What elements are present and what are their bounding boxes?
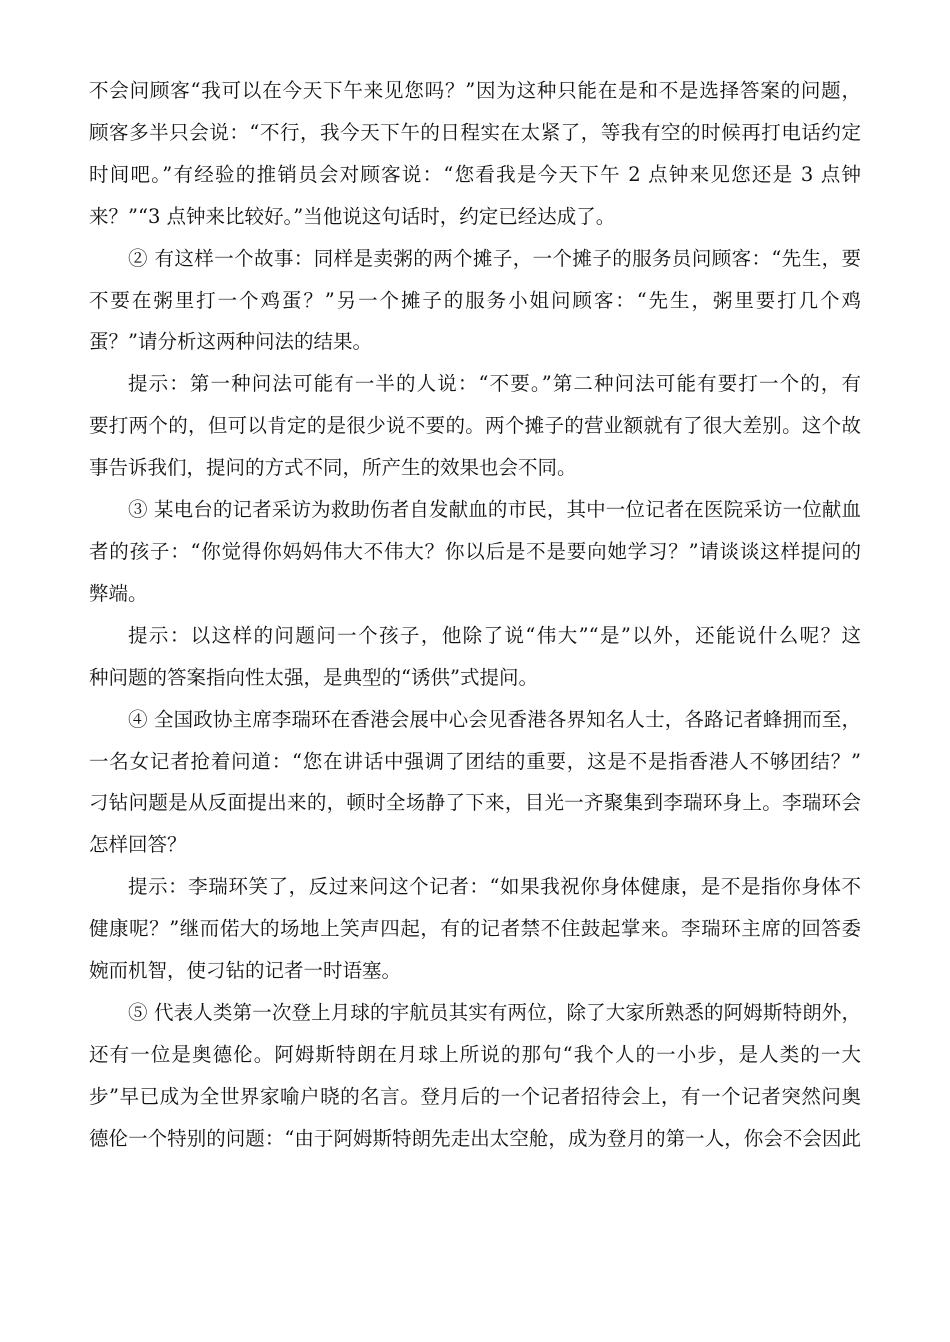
text-line: 步”早已成为全世界家喻户晓的名言。登月后的一个记者招待会上，有一个记者突然问奥 (89, 1084, 861, 1108)
text-line: ⑤ 代表人类第一次登上月球的宇航员其实有两位，除了大家所熟悉的阿姆斯特朗外， (128, 1000, 861, 1024)
paragraph-hint-3 (89, 615, 861, 699)
text-line: 顾客多半只会说：“不行，我今天下午的日程实在太紧了，等我有空的时候再打电话约定 (89, 120, 861, 144)
text-line: 来？”“3 点钟来比较好。”当他说这句话时，约定已经达成了。 (89, 204, 616, 228)
paragraph-question-2-congee-stalls (89, 238, 861, 364)
text-line: 还有一位是奥德伦。阿姆斯特朗在月球上所说的那句“我个人的一小步，是人类的一大 (89, 1042, 861, 1066)
text-line: ③ 某电台的记者采访为救助伤者自发献血的市民，其中一位记者在医院采访一位献血 (128, 498, 861, 522)
text-line: 一名女记者抢着问道：“您在讲话中强调了团结的重要，这是不是指香港人不够团结？” (89, 749, 861, 773)
text-line: 怎样回答？ (89, 833, 187, 857)
text-line: 者的孩子：“你觉得你妈妈伟大不伟大？你以后是不是要向她学习？”请谈谈这样提问的 (89, 539, 861, 563)
text-line: 婉而机智，使刁钻的记者一时语塞。 (89, 959, 402, 983)
paragraph-question-5-moon-landing (89, 992, 861, 1160)
text-line: 时间吧。”有经验的推销员会对顾客说：“您看我是今天下午 2 点钟来见您还是 3 点钟 (89, 162, 861, 186)
document-body-text (89, 70, 861, 1160)
text-line: 提示：以这样的问题问一个孩子，他除了说“伟大”“是”以外，还能说什么呢？这 (128, 623, 861, 647)
text-line: ② 有这样一个故事：同样是卖粥的两个摊子，一个摊子的服务员问顾客：“先生，要 (128, 246, 861, 270)
text-line: 种问题的答案指向性太强，是典型的“诱供”式提问。 (89, 665, 538, 689)
text-line: 不要在粥里打一个鸡蛋？”另一个摊子的服务小姐问顾客：“先生，粥里要打几个鸡 (89, 288, 861, 312)
text-line: 德伦一个特别的问题：“由于阿姆斯特朗先走出太空舱，成为登月的第一人，你会不会因此 (89, 1126, 861, 1150)
text-line: 刁钻问题是从反面提出来的，顿时全场静了下来，目光一齐聚集到李瑞环身上。李瑞环会 (89, 791, 861, 815)
paragraph-hint-2 (89, 363, 861, 489)
text-line: 事告诉我们，提问的方式不同，所产生的效果也会不同。 (89, 456, 577, 480)
text-line: 蛋？”请分析这两种问法的结果。 (89, 330, 372, 354)
text-line: 健康呢？”继而偌大的场地上笑声四起，有的记者禁不住鼓起掌来。李瑞环主席的回答委 (89, 917, 861, 941)
paragraph-question-3-reporter-child (89, 489, 861, 615)
paragraph-question-4-li-ruihuan (89, 699, 861, 867)
paragraph-hint-4 (89, 866, 861, 992)
text-line: ④ 全国政协主席李瑞环在香港会展中心会见香港各界知名人士，各路记者蜂拥而至， (128, 707, 861, 731)
text-line: 弊端。 (89, 581, 148, 605)
paragraph-salesman-appointment (89, 70, 861, 238)
text-line: 提示：第一种问法可能有一半的人说：“不要。”第二种问法可能有要打一个的，有 (128, 372, 861, 396)
text-line: 要打两个的，但可以肯定的是很少说不要的。两个摊子的营业额就有了很大差别。这个故 (89, 414, 861, 438)
text-line: 提示：李瑞环笑了，反过来问这个记者：“如果我祝你身体健康，是不是指你身体不 (128, 875, 861, 899)
text-line: 不会问顾客“我可以在今天下午来见您吗？”因为这种只能在是和不是选择答案的问题， (89, 79, 861, 102)
